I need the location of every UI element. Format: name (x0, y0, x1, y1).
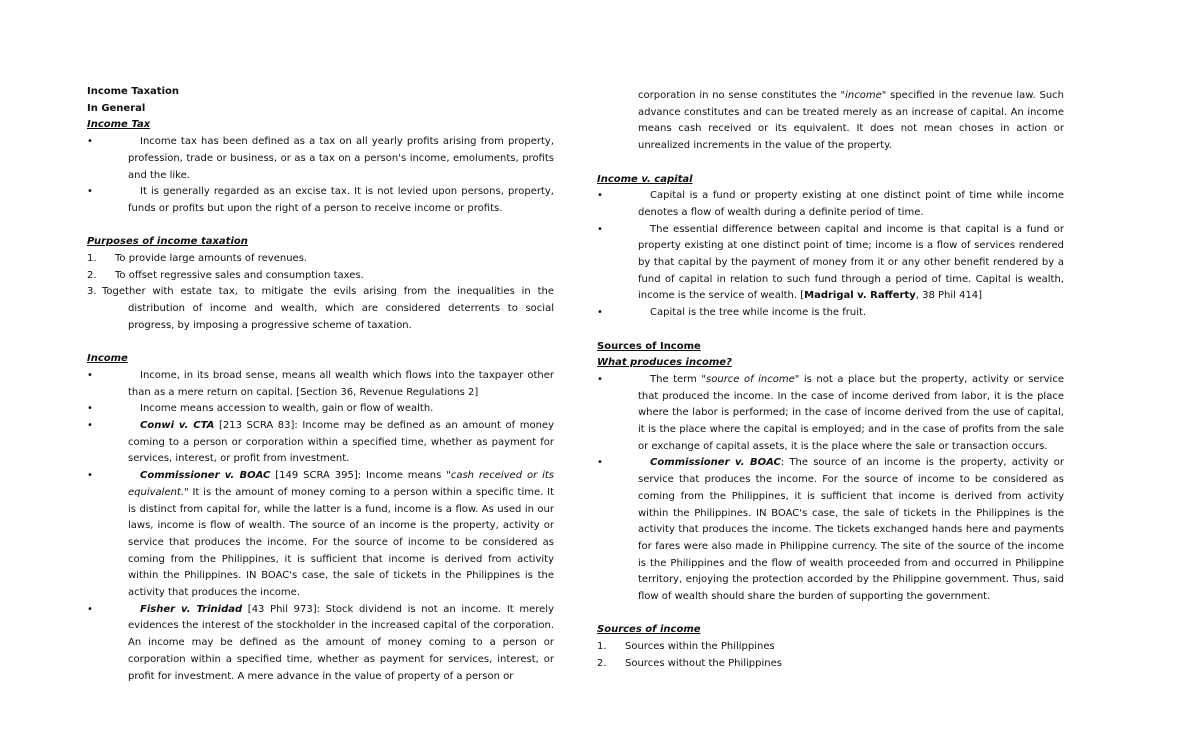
list-item: 1. To provide large amounts of revenues. (87, 253, 308, 265)
bullet-icon: • (87, 603, 93, 615)
income-v-capital-bullets (597, 188, 1064, 322)
bullet-icon: • (597, 190, 603, 202)
list-item: • The essential difference between capital and income is that capital is a fund or property existing at one distinct point of time; income is a flow of services rendered by that capital by the payment of money from it or any other benefit rendered by a fund of capital in relation to such fund through a period of time. Capital is wealth, income is the service of wealth. [Madrigal v. Rafferty, 38 Phil 414] (597, 223, 1064, 302)
list-item: 3. Together with estate tax, to mitigate the evils arising from the inequalities in the distribution of income and wealth, which are considered deterrents to social progress, by imposing a progressive scheme of taxation. (87, 286, 554, 331)
income-bullets (87, 368, 554, 685)
list-item: 1. Sources within the Philippines (597, 641, 775, 653)
heading-purposes: Purposes of income taxation (87, 236, 248, 248)
list-item: • Conwi v. CTA [213 SCRA 83]: Income may be defined as an amount of money coming to a person or corporation within a specified time, whether as payment for services, interest, or profit from investment. (87, 420, 554, 465)
sources-bullets (597, 372, 1064, 606)
bullet-icon: • (87, 369, 93, 381)
left-column (87, 84, 554, 685)
case-name: Conwi v. CTA (140, 420, 215, 432)
list-item: • Income means accession to wealth, gain or flow of wealth. (87, 401, 554, 418)
case-name: Commissioner v. BOAC (140, 470, 271, 482)
bullet-icon: • (87, 403, 93, 415)
list-item: • Commissioner v. BOAC: The source of an income is the property, activity or service that produces the income. For the source of income to be considered as coming from the Philippines, it is sufficient that income is derived from activity within the Philippines. IN BOAC's case, the sale of tickets in the Philippines is the activity that produces the income. The tickets exchanged hands here and payments for fares were also made in Philippine currency. The site of the source of the income is the Philippines and the flow of wealth proceeded from and occurred in Philippine territory, enjoying the protection accorded by the Philippine government. Thus, said flow of wealth should share the burden of supporting the government. (597, 457, 1065, 603)
sources-list (597, 639, 1064, 672)
continuation-paragraph: corporation in no sense constitutes the "income" specified in the revenue law. Such advance constitutes and can be treated merely as an increase of capital. An income means cash received or its equivalent. It does not mean choses in action or unrealized increments in the value of the property. (638, 90, 1064, 152)
purposes-list (87, 251, 554, 335)
list-item: 2. To offset regressive sales and consumption taxes. (87, 269, 364, 281)
bullet-icon: • (597, 223, 603, 235)
list-item: • Capital is the tree while income is the fruit. (597, 305, 1064, 322)
bullet-icon: • (87, 420, 93, 432)
bullet-icon: • (87, 470, 93, 482)
right-column (597, 88, 1064, 673)
heading-income: Income (87, 353, 128, 365)
heading-income-v-capital: Income v. capital (597, 173, 693, 185)
bullet-icon: • (597, 457, 603, 469)
bullet-icon: • (87, 136, 93, 148)
bullet-icon: • (597, 373, 603, 385)
bullet-icon: • (87, 186, 93, 198)
list-item: • Income, in its broad sense, means all wealth which flows into the taxpayer other than as a mere return on capital. [Section 36, Revenue Regulations 2] (87, 369, 554, 398)
heading-sources-of-income: Sources of Income (597, 340, 701, 352)
list-item: • It is generally regarded as an excise tax. It is not levied upon persons, property, funds or profits but upon the right of a person to receive income or profits. (87, 186, 554, 214)
heading-what-produces-income: What produces income? (597, 357, 732, 369)
income-tax-bullets (87, 134, 554, 218)
heading-sources-list: Sources of income (597, 624, 701, 636)
section-title-in-general: In General (87, 102, 146, 114)
list-item: • Income tax has been defined as a tax on all yearly profits arising from property, profession, trade or business, or as a tax on a person's income, emoluments, profits and the like. (87, 136, 554, 181)
list-item: • Commissioner v. BOAC [149 SCRA 395]: Income means "cash received or its equivalent." It is the amount of money coming to a person within a specific time. It is distinct from capital for, while the latter is a fund, income is a flow. As used in our laws, income is flow of wealth. The source of an income is the property, activity or service that produces the income. For the source of income to be considered as coming from the Philippines, it is sufficient that income is derived from activity within the Philippines. IN BOAC's case, the sale of tickets in the Philippines is the activity that produces the income. (87, 470, 555, 599)
case-name: Madrigal v. Rafferty (804, 290, 916, 302)
list-item: • The term "source of income" is not a place but the property, activity or service that produced the income. In the case of income derived from labor, it is the place where the labor is performed; in the case of income derived from the use of capital, it is the place where the capital is employed; and in the case of profits from the sale or exchange of capital assets, it is the place where the sale or transaction occurs. (597, 373, 1064, 452)
case-name: Commissioner v. BOAC (650, 457, 781, 469)
list-item: • Capital is a fund or property existing at one distinct point of time while income denotes a flow of wealth during a definite period of time. (597, 190, 1064, 218)
heading-income-tax: Income Tax (87, 119, 151, 131)
document-title: Income Taxation (87, 86, 179, 97)
list-item: 2. Sources without the Philippines (597, 657, 782, 669)
bullet-icon: • (597, 307, 603, 319)
list-item: • Fisher v. Trinidad [43 Phil 973]: Stock dividend is not an income. It merely evidences the interest of the stockholder in the increased capital of the corporation. An income may be defined as the amount of money coming to a person or corporation within a specified time, whether as payment for services, interest, or profit for investment. A mere advance in the value of property of a person or (87, 603, 554, 682)
case-name: Fisher v. Trinidad (140, 603, 243, 615)
